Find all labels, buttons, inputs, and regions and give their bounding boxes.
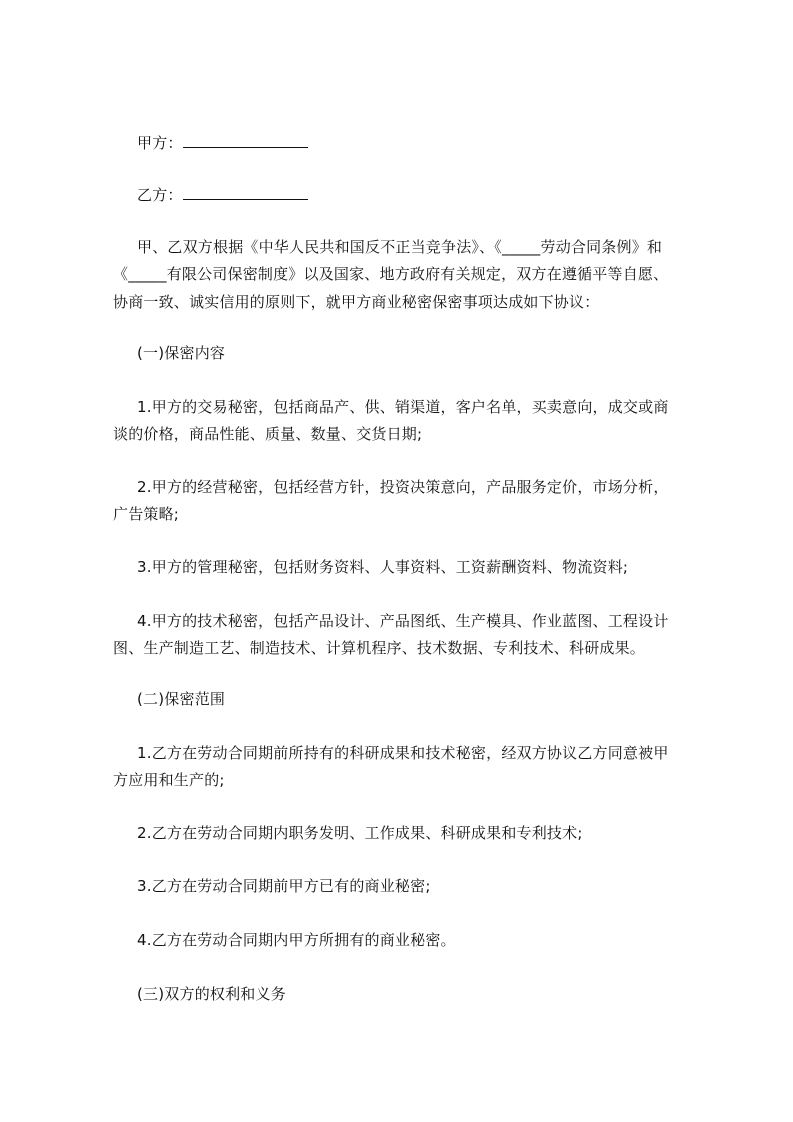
- section-2-item-4-line-1: 4.乙方在劳动合同期内甲方所拥有的商业秘密。: [137, 931, 456, 949]
- preamble-line-1: 甲、乙双方根据《中华人民共和国反不正当竞争法》、《_____劳动合同条例》和: [137, 238, 663, 256]
- party-b-line: [137, 185, 308, 205]
- section-2-item-1-line-2: 方应用和生产的;: [113, 771, 225, 789]
- party-a-blank: [183, 133, 308, 148]
- section-2-item-1-line-1: 1.乙方在劳动合同期前所持有的科研成果和技术秘密，经双方协议乙方同意被甲: [137, 744, 669, 762]
- section-1-item-2-line-1: 2.甲方的经营秘密，包括经营方针，投资决策意向，产品服务定价，市场分析，: [137, 478, 669, 496]
- preamble-line-3: 协商一致、诚实信用的原则下，就甲方商业秘密保密事项达成如下协议：: [113, 293, 600, 311]
- section-2-item-2-line-1: 2.乙方在劳动合同期内职务发明、工作成果、科研成果和专利技术;: [137, 824, 583, 842]
- section-1-item-1-line-1: 1.甲方的交易秘密，包括商品产、供、销渠道，客户名单，买卖意向，成交或商: [137, 398, 669, 416]
- party-b-label: 乙方：: [137, 186, 183, 204]
- preamble-line-2: 《_____有限公司保密制度》以及国家、地方政府有关规定，双方在遵循平等自愿、: [113, 265, 669, 283]
- section-1-heading: (一)保密内容: [137, 344, 226, 362]
- party-b-blank: [183, 185, 308, 200]
- section-3-heading: (三)双方的权利和义务: [137, 985, 286, 1003]
- party-a-label: 甲方：: [137, 134, 183, 152]
- section-1-item-1-line-2: 谈的价格，商品性能、质量、数量、交货日期;: [113, 425, 423, 443]
- section-1-item-4-line-1: 4.甲方的技术秘密，包括产品设计、产品图纸、生产模具、作业蓝图、工程设计: [137, 612, 669, 630]
- party-a-line: [137, 133, 308, 153]
- section-2-heading: (二)保密范围: [137, 690, 226, 708]
- section-1-item-2-line-2: 广告策略;: [113, 505, 180, 523]
- section-1-item-3-line-1: 3.甲方的管理秘密，包括财务资料、人事资料、工资薪酬资料、物流资料;: [137, 558, 629, 576]
- section-1-item-4-line-2: 图、生产制造工艺、制造技术、计算机程序、技术数据、专利技术、科研成果。: [113, 639, 646, 657]
- section-2-item-3-line-1: 3.乙方在劳动合同期前甲方已有的商业秘密;: [137, 877, 431, 895]
